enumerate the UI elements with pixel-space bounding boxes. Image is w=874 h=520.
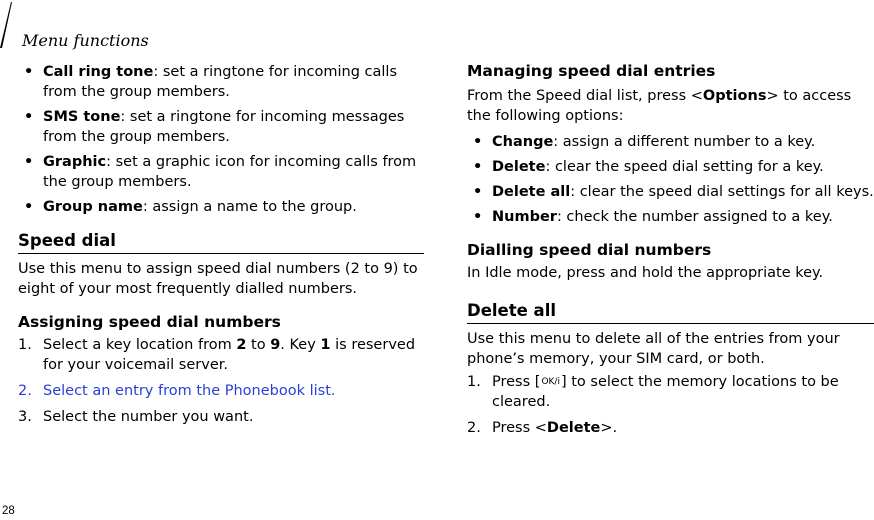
list-item: • Graphic: set a graphic icon for incoming calls from the group members. <box>24 154 417 190</box>
dialling-heading: Dialling speed dial numbers <box>467 241 712 259</box>
ok-key-icon: OK/i <box>541 377 560 387</box>
list-item: • Delete all: clear the speed dial settings for all keys. <box>473 184 874 200</box>
page-number: 28 <box>2 505 15 517</box>
left-column <box>18 62 424 433</box>
step-2: 2. Press <Delete>. <box>467 420 618 436</box>
list-item: • SMS tone: set a ringtone for incoming messages from the group members. <box>24 109 405 145</box>
group-options-list <box>18 62 424 217</box>
dialling-text: In Idle mode, press and hold the appropriate key. <box>467 265 824 281</box>
list-item: • Group name: assign a name to the group. <box>24 199 357 215</box>
step-3: 3. Select the number you want. <box>18 409 254 425</box>
assigning-steps <box>18 335 424 427</box>
speed-dial-intro: Use this menu to assign speed dial numbers (2 to 9) to eight of your most frequently dialled numbers. <box>18 261 418 297</box>
delete-all-intro: Use this menu to delete all of the entries from your phone’s memory, your SIM card, or both. <box>467 331 840 367</box>
header-title: Menu functions <box>22 31 149 50</box>
step-1: 1. Press [OK/i] to select the memory locations to be cleared. <box>467 374 839 410</box>
list-item: • Call ring tone: set a ringtone for incoming calls from the group members. <box>24 64 397 100</box>
managing-intro: From the Speed dial list, press <Options> to access the following options: <box>467 88 852 124</box>
step-2: 2. Select an entry from the Phonebook list. <box>18 383 336 399</box>
delete-all-steps <box>467 372 874 438</box>
header-accent-bar <box>0 2 12 48</box>
list-item: • Change: assign a different number to a key. <box>473 134 816 150</box>
delete-all-heading: Delete all <box>467 301 874 324</box>
list-item: • Delete: clear the speed dial setting for a key. <box>473 159 824 175</box>
right-column <box>467 62 874 444</box>
assigning-heading: Assigning speed dial numbers <box>18 313 281 331</box>
managing-options-list <box>467 132 874 227</box>
step-1: 1. Select a key location from 2 to 9. Key 1 is reserved for your voicemail server. <box>18 337 416 373</box>
managing-heading: Managing speed dial entries <box>467 62 716 80</box>
list-item: • Number: check the number assigned to a key. <box>473 209 833 225</box>
speed-dial-heading: Speed dial <box>18 231 424 254</box>
